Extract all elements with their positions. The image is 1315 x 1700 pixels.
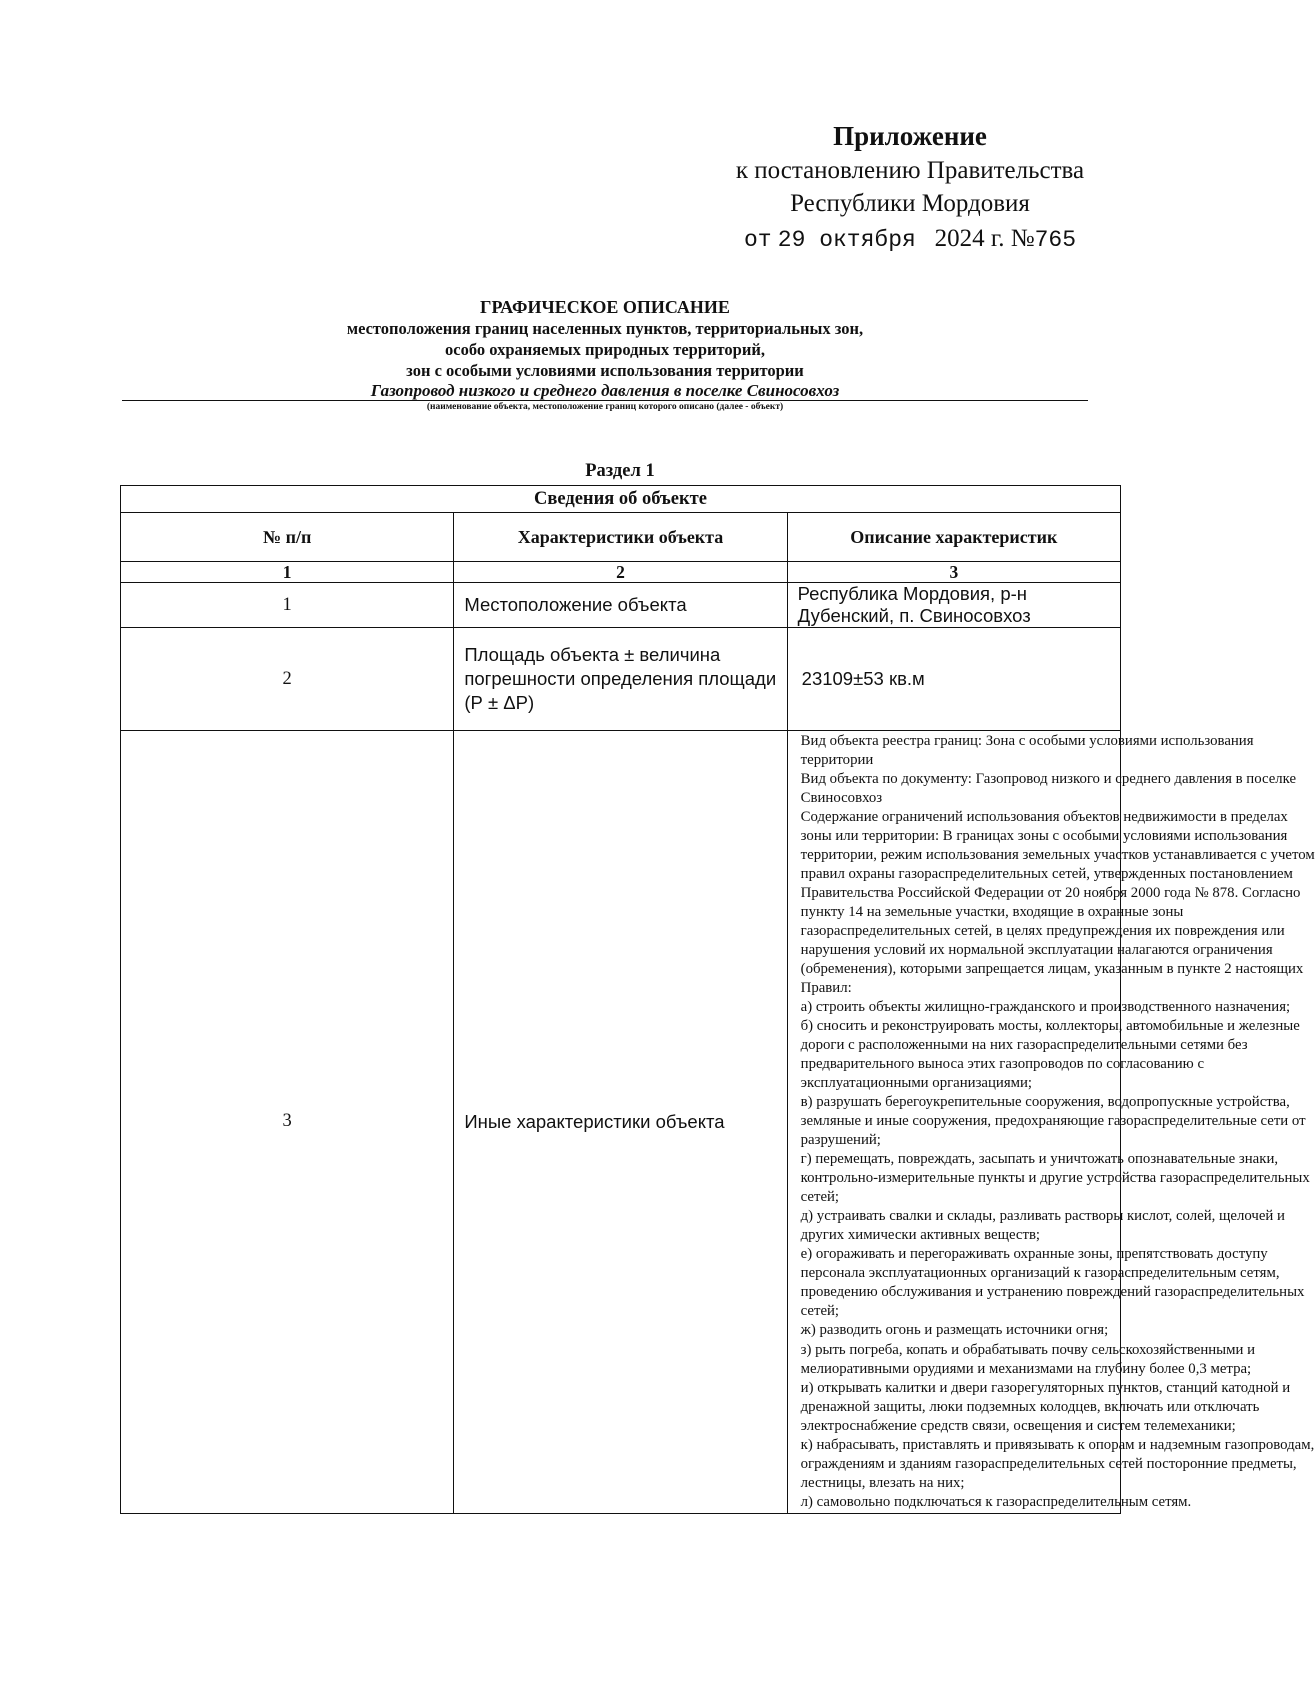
description-line: а) строить объекты жилищно-гражданского и производственного назначения;	[800, 999, 1291, 1016]
row-number: 3	[121, 731, 454, 1514]
column-header-description: Описание характеристик	[787, 513, 1120, 562]
description-line: персонала эксплуатационных организаций к газораспределительным сетям,	[800, 1265, 1280, 1282]
description-line: мелиоративными орудиями и механизмами на глубину более 0,3 метра;	[800, 1360, 1252, 1377]
table-caption: Сведения об объекте	[121, 486, 1121, 513]
description-line: и) открывать калитки и двери газорегуляторных пунктов, станций катодной и	[800, 1379, 1291, 1396]
description-line: Свиносовхоз	[800, 790, 883, 807]
description-line: дороги с расположенными на них газораспределительными сетями без	[800, 1037, 1248, 1054]
date-year: 2024 г. №	[934, 225, 1035, 252]
description-line: территории	[800, 752, 874, 769]
description-line: г) перемещать, повреждать, засыпать и уничтожать опознавательные знаки,	[800, 1151, 1279, 1168]
description-line: правил охраны газораспределительных сетей, утвержденных постановлением	[800, 866, 1293, 883]
description-line: Вид объекта по документу: Газопровод низкого и среднего давления в поселке	[800, 771, 1297, 788]
description-line: (обременения), которыми запрещается лицам, указанным в пункте 2 настоящих	[800, 961, 1304, 978]
column-number-1: 1	[121, 562, 454, 583]
description-line: сетей;	[800, 1189, 840, 1206]
description-line: земляные и иные сооружения, предохраняющие газораспределительные сети от	[800, 1113, 1306, 1130]
description-line: е) огораживать и перегораживать охранные зоны, препятствовать доступу	[800, 1246, 1268, 1263]
description-line: разрушений;	[800, 1132, 881, 1149]
document-subtitle-1: местоположения границ населенных пунктов, территориальных зон,	[346, 319, 864, 338]
section-title: Раздел 1	[585, 461, 655, 481]
document-subtitle-3: зон с особыми условиями использования территории	[406, 361, 804, 380]
row-description: 23109±53 кв.м	[787, 628, 1120, 731]
description-line: сетей;	[800, 1303, 840, 1320]
column-number-2: 2	[454, 562, 787, 583]
description-line: электроснабжение средств связи, освещения и систем телемеханики;	[800, 1417, 1236, 1434]
description-line: проведению обслуживания и устранению повреждений газораспределительных	[800, 1284, 1305, 1301]
document-title: ГРАФИЧЕСКОЕ ОПИСАНИЕ	[480, 297, 730, 317]
description-line: зоны или территории: В границах зоны с особыми условиями использования	[800, 828, 1288, 845]
table-row	[121, 731, 1121, 1514]
column-header-characteristic: Характеристики объекта	[454, 513, 787, 562]
table-header-row	[121, 513, 1121, 562]
column-number-row	[121, 562, 1121, 583]
date-prefix: от	[743, 227, 772, 253]
description-line: лестницы, влезать на них;	[800, 1474, 965, 1491]
appendix-line-2: Республики Мордовия	[790, 190, 1030, 217]
description-line: д) устраивать свалки и склады, разливать растворы кислот, солей, щелочей и	[800, 1208, 1285, 1225]
description-line: контрольно-измерительные пункты и другие устройства газораспределительных	[800, 1170, 1310, 1187]
appendix-line-1: к постановлению Правительства	[735, 157, 1085, 184]
object-info-table	[120, 485, 1315, 1514]
description-line: ж) разводить огонь и размещать источники огня;	[800, 1322, 1109, 1339]
row-description: Республика Мордовия, р-н Дубенский, п. Свиносовхоз	[787, 583, 1120, 628]
row-number: 1	[121, 583, 454, 628]
description-line: в) разрушать берегоукрепительные сооружения, водопропускные устройства,	[800, 1094, 1290, 1111]
description-line: территории, режим использования земельных участков устанавливается с учетом	[800, 847, 1315, 864]
description-line: ограждениям и зданиям газораспределительных сетей посторонние предметы,	[800, 1455, 1297, 1472]
table-row	[121, 583, 1121, 628]
description-line: з) рыть погреба, копать и обрабатывать почву сельскохозяйственными и	[800, 1341, 1256, 1358]
object-name-note: (наименование объекта, местоположение границ которого описано (далее - объект)	[426, 402, 784, 412]
description-line: Содержание ограничений использования объектов недвижимости в пределах	[800, 809, 1288, 826]
description-line: нарушения условий их нормальной эксплуатации налагаются ограничения	[800, 942, 1273, 959]
description-line: л) самовольно подключаться к газораспределительным сетям.	[800, 1493, 1192, 1510]
document-header	[130, 296, 1080, 414]
appendix-block	[690, 118, 1130, 257]
row-characteristic: Местоположение объекта	[454, 583, 787, 628]
table-row	[121, 628, 1121, 731]
row-characteristic: Иные характеристики объекта	[454, 731, 787, 1514]
description-line: Правил:	[800, 980, 852, 997]
description-line: б) сносить и реконструировать мосты, коллекторы, автомобильные и железные	[800, 1018, 1300, 1035]
object-name: Газопровод низкого и среднего давления в поселке Свиносовхоз	[122, 381, 1088, 401]
description-line: к) набрасывать, приставлять и привязывать к опорам и надземным газопроводам,	[800, 1436, 1315, 1453]
description-line: эксплуатационными организациями;	[800, 1075, 1033, 1092]
appendix-title: Приложение	[833, 121, 987, 151]
description-line: дренажной защиты, люки подземных колодцев, включать или отключать	[800, 1398, 1260, 1415]
document-subtitle-2: особо охраняемых природных территорий,	[445, 340, 765, 359]
description-line: Вид объекта реестра границ: Зона с особыми условиями использования	[800, 733, 1254, 749]
description-line: предварительного выноса этих газопроводов по согласованию с	[800, 1056, 1205, 1073]
date-day-month: 29 октября	[777, 227, 916, 253]
column-header-number: № п/п	[121, 513, 454, 562]
resolution-number: 765	[1034, 227, 1077, 253]
row-number: 2	[121, 628, 454, 731]
table-caption-row	[121, 486, 1121, 513]
description-line: Правительства Российской Федерации от 20 ноября 2000 года № 878. Согласно	[800, 885, 1301, 902]
description-line: пункту 14 на земельные участки, входящие в охранные зоны	[800, 904, 1184, 921]
appendix-date-line	[690, 222, 1130, 257]
column-number-3: 3	[787, 562, 1120, 583]
description-line: газораспределительных сетей, в целях предупреждения их повреждения или	[800, 923, 1285, 940]
row-description	[787, 731, 1315, 1514]
row-characteristic: Площадь объекта ± величина погрешности определения площади (Р ± ΔР)	[454, 628, 787, 731]
description-line: других химически активных веществ;	[800, 1227, 1041, 1244]
